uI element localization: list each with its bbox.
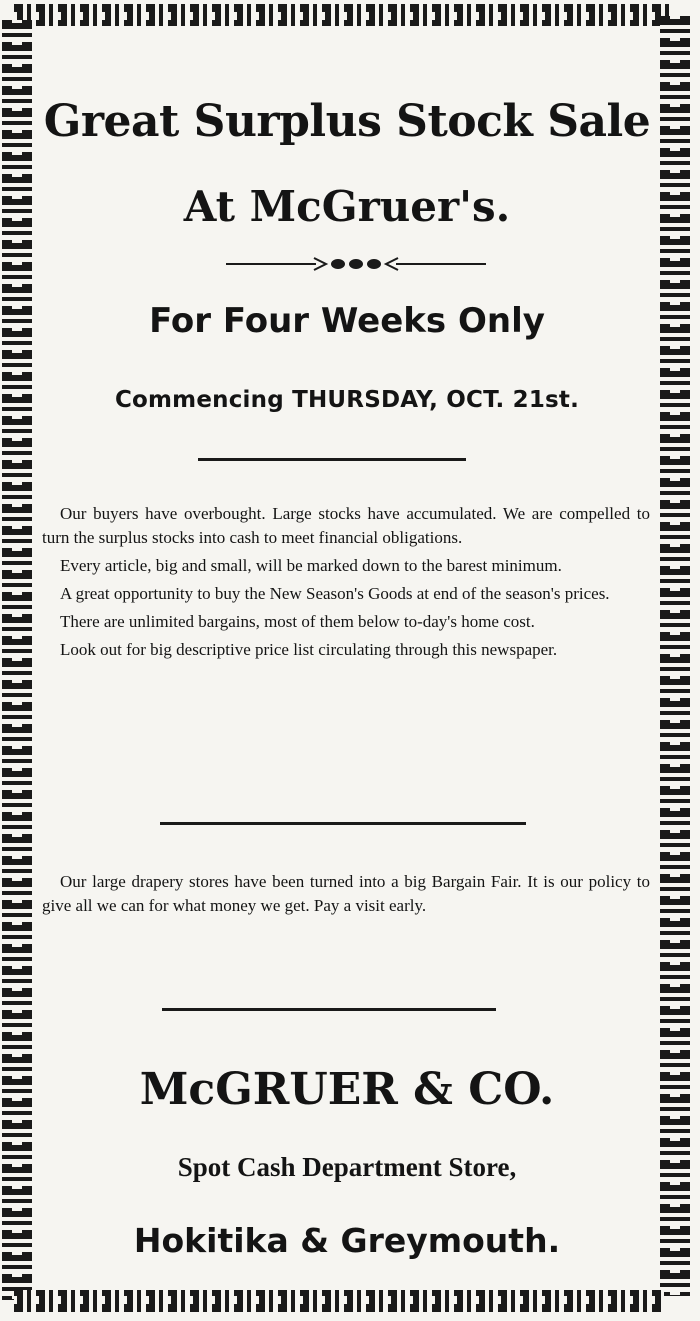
body-paragraph: Every article, big and small, will be marked down to the barest minimum. xyxy=(60,556,562,575)
body-paragraph: There are unlimited bargains, most of them below to-day's home cost. xyxy=(60,612,535,631)
decorative-border-bottom xyxy=(14,1290,664,1312)
divider-rule xyxy=(160,822,526,825)
decorative-border-right xyxy=(660,16,690,1296)
divider-rule xyxy=(198,458,466,461)
commencing-heading: Commencing THURSDAY, OCT. 21st. xyxy=(114,387,580,413)
divider-rule xyxy=(162,1008,496,1011)
company-tagline: Spot Cash Department Store, xyxy=(177,1152,517,1182)
advertisement-content xyxy=(36,28,658,1286)
main-copy xyxy=(42,502,650,666)
company-name: McGRUER & CO. xyxy=(139,1064,555,1115)
decorative-border-top xyxy=(14,4,674,26)
body-paragraph: Look out for big descriptive price list circulating through this newspaper. xyxy=(60,640,558,659)
secondary-copy xyxy=(42,870,650,922)
company-locations: Hokitika & Greymouth. xyxy=(133,1221,561,1260)
ornament-divider-icon xyxy=(226,252,486,276)
duration-heading: For Four Weeks Only xyxy=(149,301,545,341)
body-paragraph: Our large drapery stores have been turned into a big Bargain Fair. It is our policy to give all we can for what money we get. Pay a visit early. xyxy=(42,872,650,915)
body-paragraph: A great opportunity to buy the New Season's Goods at end of the season's prices. xyxy=(60,584,610,603)
body-paragraph: Our buyers have overbought. Large stocks have accumulated. We are compelled to turn the surplus stocks into cash to meet financial obligations. xyxy=(42,504,650,547)
headline-line-1: Great Surplus Stock Sale xyxy=(43,96,651,147)
decorative-border-left xyxy=(2,20,32,1300)
headline-line-2: At McGruer's. xyxy=(183,182,511,231)
